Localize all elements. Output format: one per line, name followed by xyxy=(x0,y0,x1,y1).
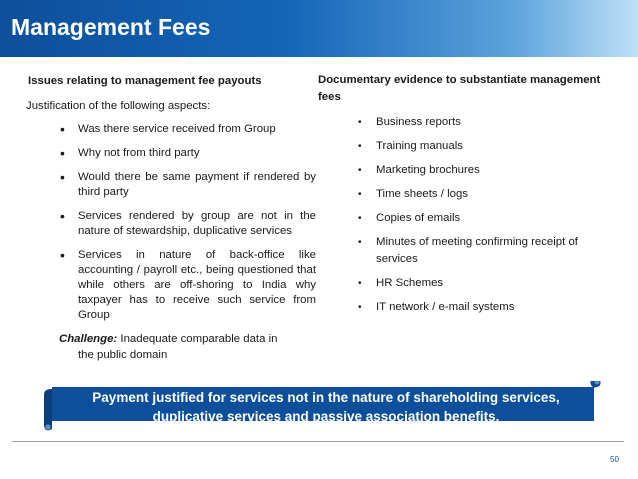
list-item: • Services rendered by group are not in the nature of stewardship, duplicative services xyxy=(60,208,316,237)
bullet-icon: • xyxy=(358,237,362,248)
evidence-column xyxy=(318,72,618,323)
bullet-icon: • xyxy=(60,121,65,137)
bullet-icon: • xyxy=(60,208,65,224)
challenge-text-continued: the public domain xyxy=(78,348,168,361)
bullet-icon: • xyxy=(358,189,362,200)
bullet-icon: • xyxy=(358,213,362,224)
bullet-icon: • xyxy=(358,278,362,289)
justification-intro: Justification of the following aspects: xyxy=(26,100,211,112)
bullet-icon: • xyxy=(358,141,362,152)
list-item: • Would there be same payment if rendered by third party xyxy=(60,169,316,198)
list-item: • Training manuals xyxy=(318,138,618,155)
challenge-note xyxy=(59,332,316,363)
list-item: • Minutes of meeting confirming receipt of services xyxy=(358,236,578,265)
evidence-list xyxy=(318,114,618,316)
slide-header xyxy=(0,0,638,57)
challenge-label: Challenge: xyxy=(59,333,118,345)
bullet-icon: • xyxy=(358,165,362,176)
bullet-icon: • xyxy=(358,117,362,128)
challenge-text: Inadequate comparable data in xyxy=(117,333,278,345)
evidence-heading: Documentary evidence to substantiate management fees xyxy=(318,74,601,103)
list-item: • HR Schemes xyxy=(318,275,618,292)
issues-heading: Issues relating to management fee payouts xyxy=(28,75,262,87)
list-item: • IT network / e-mail systems xyxy=(318,299,618,316)
bullet-icon: • xyxy=(60,169,65,185)
list-item: • Time sheets / logs xyxy=(318,186,618,203)
issues-list xyxy=(26,122,316,323)
list-item: • Why not from third party xyxy=(60,145,200,161)
page-number: 50 xyxy=(610,455,619,464)
list-item: • Copies of emails xyxy=(318,210,618,227)
bullet-icon: • xyxy=(60,247,65,263)
bullet-icon: • xyxy=(60,145,65,161)
conclusion-text: Payment justified for services not in the nature of shareholding services, duplicative services and passive association benefits. xyxy=(92,390,560,424)
footer-divider xyxy=(12,441,624,442)
slide-title: Management Fees xyxy=(11,14,211,40)
list-item: • Services in nature of back-office like accounting / payroll etc., being questioned that while others are off-shoring to India why taxpayer has to receive such service from Group xyxy=(60,247,316,321)
list-item: • Was there service received from Group xyxy=(60,121,276,137)
list-item: • Marketing brochures xyxy=(318,162,618,179)
issues-column xyxy=(26,73,316,363)
list-item: • Business reports xyxy=(318,114,618,131)
bullet-icon: • xyxy=(358,302,362,313)
conclusion-banner xyxy=(42,381,601,431)
